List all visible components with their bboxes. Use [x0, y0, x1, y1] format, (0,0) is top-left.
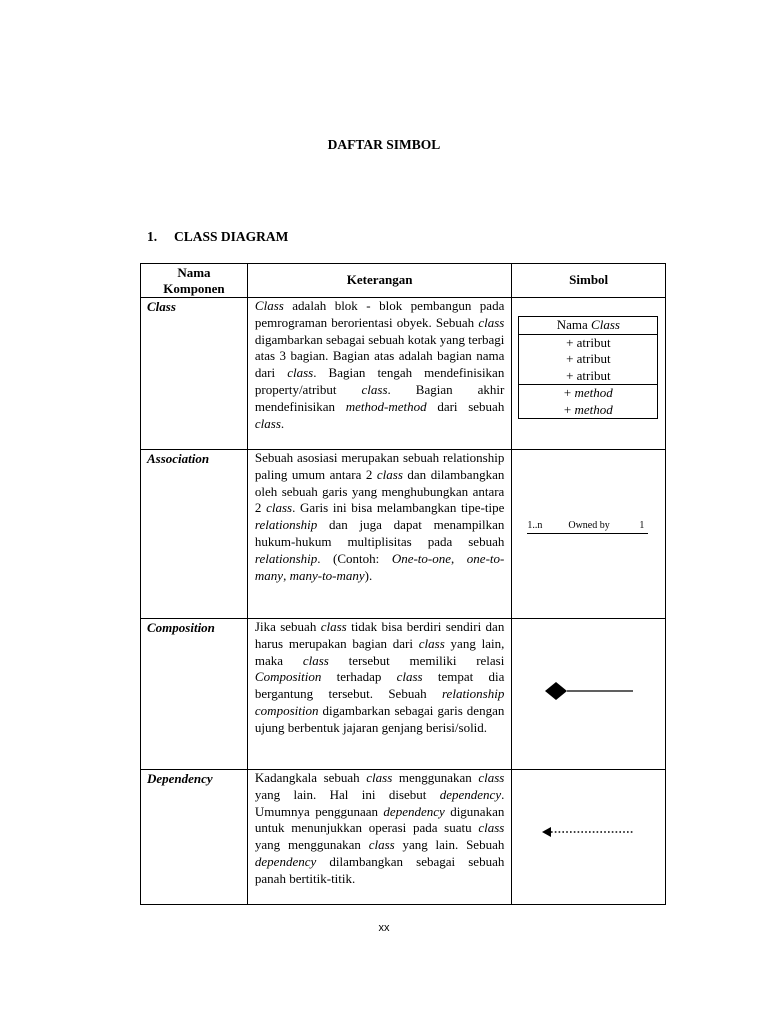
row-name-association: Association	[141, 450, 248, 619]
row-desc-association	[247, 450, 511, 619]
symbol-class	[512, 298, 666, 450]
desc-italic-term: class	[361, 381, 388, 397]
desc-text: . Umumnya penggunaan	[254, 786, 505, 819]
class-box-method: + method	[563, 385, 613, 400]
desc-text: . Garis ini bisa melambangkan tipe-tipe	[292, 500, 505, 516]
desc-italic-term: dependency	[254, 853, 317, 869]
desc-italic-term: Class	[254, 298, 284, 313]
desc-italic-term: class	[254, 415, 281, 431]
header-nama-komponen	[141, 264, 248, 298]
desc-text: dari sebuah	[426, 398, 505, 414]
section-number: 1.	[147, 229, 158, 244]
desc-text: Kadangkala sebuah	[254, 770, 367, 785]
desc-italic-term: dependency	[383, 803, 445, 819]
table-header-row	[141, 264, 666, 298]
desc-text: tersebut memiliki relasi	[328, 652, 505, 668]
desc-text: adalah blok - blok pembangun pada pemrograman berorientasi obyek. Sebuah	[254, 298, 505, 330]
class-box-name-italic: Class	[591, 317, 620, 332]
section-heading	[147, 229, 288, 245]
desc-italic-term: class	[376, 466, 403, 482]
desc-italic-term: dependency	[439, 786, 502, 802]
desc-text: Jika sebuah	[254, 619, 321, 634]
desc-text: menggunakan	[392, 770, 479, 785]
table-row-class	[141, 298, 666, 450]
desc-italic-term: class	[287, 365, 314, 381]
association-multiplicity-left: 1..n	[527, 520, 543, 531]
desc-text: yang lain. Hal ini disebut	[254, 786, 440, 802]
class-box-attributes	[519, 335, 657, 386]
symbol-association	[512, 450, 666, 619]
header-simbol: Simbol	[512, 264, 666, 298]
row-desc-composition	[247, 619, 511, 770]
dotted-arrow-icon	[542, 825, 634, 839]
desc-text: tempat dia bergantung tersebut. Sebuah	[254, 669, 505, 702]
desc-italic-term: Composition	[254, 669, 322, 685]
table-row-association	[141, 450, 666, 619]
desc-italic-term: class	[418, 635, 445, 651]
class-box-name	[519, 317, 657, 335]
class-box-methods	[519, 385, 657, 418]
desc-text: . Bagian tengah mendefinisikan property/atribut	[254, 365, 505, 397]
class-box-attribute: + atribut	[566, 351, 611, 366]
desc-text: ,	[451, 550, 467, 566]
desc-text: ,	[283, 567, 290, 583]
desc-text: . (Contoh:	[317, 550, 392, 566]
class-box-attribute: + atribut	[566, 367, 611, 383]
table-row-dependency	[141, 770, 666, 905]
desc-text: digambarkan sebagai sebuah kotak yang terbagi atas 3 bagian. Bagian atas adalah bagian nama dari	[254, 331, 505, 381]
desc-italic-term: one-to-many	[254, 550, 505, 583]
desc-italic-term: class	[478, 770, 505, 785]
desc-text: dilambangkan sebagai sebuah panah bertitik-titik.	[254, 853, 505, 886]
association-multiplicity-right: 1	[639, 520, 645, 531]
desc-text: yang menggunakan	[254, 837, 369, 853]
desc-italic-term: class	[396, 669, 423, 685]
desc-italic-term: class	[478, 820, 505, 836]
row-desc-dependency	[247, 770, 511, 905]
class-box-attribute: + atribut	[566, 334, 611, 350]
header-keterangan: Keterangan	[247, 264, 511, 298]
symbol-dependency	[512, 770, 666, 905]
desc-italic-term: class	[266, 500, 293, 516]
desc-italic-term: method-method	[345, 398, 427, 414]
desc-text: terhadap	[321, 669, 397, 685]
desc-text: .	[280, 415, 285, 431]
page-title: DAFTAR SIMBOL	[327, 137, 441, 152]
association-label: Owned by	[568, 520, 610, 531]
desc-italic-term: class	[478, 314, 505, 330]
row-desc-class	[247, 298, 511, 450]
desc-italic-term: class	[302, 652, 329, 668]
section-title: CLASS DIAGRAM	[174, 229, 289, 244]
table-row-composition	[141, 619, 666, 770]
desc-text: yang lain, maka	[254, 635, 505, 668]
desc-italic-term: relationship composition	[254, 686, 505, 718]
row-name-composition: Composition	[141, 619, 248, 770]
page-number: xx	[378, 922, 390, 934]
symbol-table	[140, 263, 666, 905]
desc-text: Sebuah asosiasi merupakan sebuah relationship paling umum antara 2	[254, 450, 505, 482]
desc-italic-term: One-to-one	[391, 550, 452, 566]
desc-italic-term: class	[366, 770, 393, 785]
desc-italic-term: relationship	[254, 550, 318, 566]
desc-text: ).	[364, 567, 373, 583]
class-box-name-prefix: Nama	[556, 317, 592, 332]
header-name-line1: Nama	[177, 265, 211, 280]
desc-text: digambarkan sebagai garis dengan ujung berbentuk jajaran genjang berisi/solid.	[254, 702, 505, 735]
desc-text: yang lain. Sebuah	[394, 837, 505, 853]
association-line-icon	[527, 520, 648, 534]
desc-italic-term: class	[368, 837, 395, 853]
desc-text: dan juga dapat menampilkan hukum-hukum multiplisitas pada sebuah	[254, 517, 505, 549]
desc-italic-term: class	[320, 619, 347, 634]
desc-text: digunakan untuk menunjukkan operasi pada suatu	[254, 803, 505, 836]
class-box-symbol	[518, 316, 658, 419]
row-name-dependency: Dependency	[141, 770, 248, 905]
desc-text: tidak bisa berdiri sendiri dan harus merupakan bagian dari	[254, 619, 505, 651]
class-box-method: + method	[563, 401, 613, 417]
desc-text: dan dilambangkan oleh sebuah garis yang menghubungkan antara 2	[254, 466, 505, 516]
symbol-composition	[512, 619, 666, 770]
filled-diamond-line-icon	[545, 681, 635, 701]
desc-italic-term: relationship	[254, 517, 318, 533]
row-name-class: Class	[141, 298, 248, 450]
desc-italic-term: many-to-many	[289, 567, 365, 583]
header-name-line2: Komponen	[163, 280, 225, 296]
desc-text: . Bagian akhir mendefinisikan	[254, 381, 505, 414]
